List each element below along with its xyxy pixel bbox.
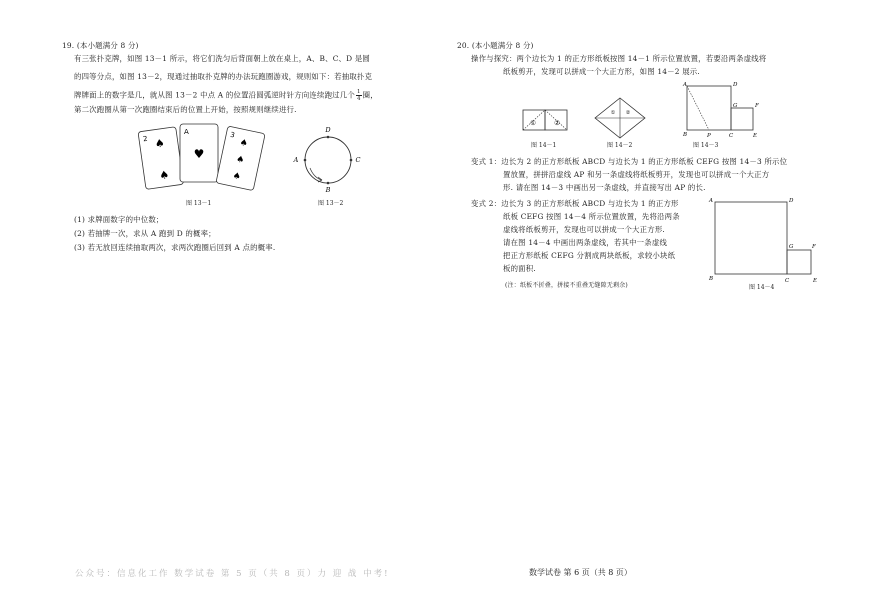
piece-2-label: ② (554, 119, 560, 127)
point-c-label: C (355, 156, 361, 164)
q20-intro-line-2: 纸板剪开，发现可以拼成一个大正方形，如图 14－2 展示. (503, 67, 700, 76)
card-3-rank: 3 (229, 130, 236, 140)
caption-14-3: 图 14－3 (693, 142, 719, 149)
caption-13-2: 图 13－2 (318, 200, 344, 207)
card-three-of-spades (216, 126, 265, 191)
q19-line-3 (74, 89, 378, 102)
card-1-rank: 2 (142, 134, 149, 144)
point-b-label: B (325, 186, 331, 194)
q19-number: 19. (62, 41, 75, 50)
figure-13-2-circle (293, 126, 361, 194)
label-g: G (789, 244, 794, 250)
q19-line-2: 的四等分点，如图 13－2，现通过抽取扑克牌的办法玩跑圈游戏，规则如下：若抽取扑克 (74, 72, 373, 81)
label-p: P (707, 133, 711, 139)
label-c: C (729, 133, 734, 139)
heart-icon: ♥ (193, 147, 205, 161)
spade-icon: ♠ (154, 136, 166, 151)
figure-13-1-cards (128, 122, 278, 197)
label-a: A (683, 82, 687, 88)
right-page (435, 0, 870, 615)
label-e: E (813, 278, 818, 284)
q19-question-2: (2) 若抽牌一次，求从 A 跑到 D 的概率； (74, 229, 216, 238)
fraction-numerator: 1 (356, 89, 361, 95)
label-f: F (755, 103, 759, 109)
q19-question-3: (3) 若无放回连续抽取两次，求两次跑圈后回到 A 点的概率. (74, 243, 276, 252)
variant-2-line-3: 虚线将纸板剪开，发现也可以拼成一个大正方形. (503, 225, 665, 234)
q20-intro-line-1: 操作与探究：两个边长为 1 的正方形纸板按图 14－1 所示位置放置，若要沿两条虚线将 (471, 54, 767, 63)
card-2-rank: A (184, 128, 189, 136)
q19-score: (本小题满分 8 分) (76, 41, 139, 50)
label-g: G (733, 103, 738, 109)
q19-question-1: (1) 求牌面数字的中位数； (74, 215, 164, 224)
spade-icon: ♠ (231, 171, 242, 183)
variant-2-line-6: 板的面积. (503, 264, 536, 273)
q19-line-4: 第二次跑圈从第一次跑圈结束后的位置上开始，按照规则继续进行. (74, 105, 297, 114)
q20-header (457, 40, 534, 52)
point-d-label: D (325, 126, 331, 134)
label-c: C (785, 278, 790, 284)
footer-page-number: 数学试卷 第 6 页（共 8 页） (529, 568, 632, 577)
caption-14-4: 图 14－4 (749, 284, 775, 291)
variant-2-line-2: 纸板 CEFG 按图 14－4 所示位置放置，先将沿两条 (503, 212, 680, 221)
card-ace-of-hearts (180, 124, 218, 182)
variant-2-note: (注：纸板不折叠，拼接不重叠无缝隙无剩余) (505, 282, 628, 289)
figure-14-3 (683, 82, 773, 142)
variant-2-line-4: 请在图 14－4 中画出两条虚线，若其中一条虚线 (503, 238, 668, 247)
figure-14-2 (595, 98, 645, 138)
label-b: B (709, 276, 714, 282)
q20-number: 20. (457, 41, 470, 50)
q19-line-3-tail: 圈， (362, 90, 378, 100)
piece-1-label: ① (530, 119, 536, 127)
variant-1-line-2: 置放置，拼拼沿虚线 AP 和另一条虚线将纸板剪开，发现也可以拼成一个大正方 (503, 170, 770, 179)
spade-icon: ♠ (235, 154, 246, 167)
card-two-of-spades (138, 127, 184, 190)
variant-1-line-3: 形. 请在图 14－3 中画出另一条虚线，并直接写出 AP 的长. (503, 183, 706, 192)
q19-line-3-text: 牌牌面上的数字是几，就从图 13－2 中点 A 的位置沿圆弧逆时针方向连续跑过几个 (74, 90, 355, 100)
q19-line-1: 有三张扑克牌，如图 13－1 所示，将它们洗匀后背面朝上放在桌上，A、B、C、D 是圆 (74, 54, 370, 63)
variant-2-line-5: 把正方形纸板 CEFG 分割成两块纸板，求较小块纸 (503, 251, 676, 260)
label-d: D (789, 198, 794, 204)
q20-score: (本小题满分 8 分) (471, 41, 534, 50)
figure-14-1 (523, 110, 583, 132)
q19-fraction (356, 89, 362, 102)
spade-icon: ♠ (238, 137, 249, 150)
point-a-label: A (293, 156, 299, 164)
caption-14-1: 图 14－1 (531, 142, 557, 149)
spade-icon: ♠ (158, 168, 171, 183)
variant-2-line-1: 变式 2：边长为 3 的正方形纸板 ABCD 与边长为 1 的正方形 (471, 199, 679, 208)
label-d: D (733, 82, 738, 88)
label-a: A (709, 198, 713, 204)
footer-watermark: 公众号：信息化工作 数学试卷 第 5 页（共 8 页）力 迎 战 中考! (75, 569, 390, 579)
label-b: B (683, 132, 688, 138)
fraction-denominator: 4 (356, 96, 361, 102)
label-e: E (753, 133, 758, 139)
figure-14-4 (709, 196, 829, 286)
piece-1-label: ① (610, 110, 616, 116)
variant-1-line-1: 变式 1：边长为 2 的正方形纸板 ABCD 与边长为 1 的正方形纸板 CEFG 按图 14－3 所示位 (471, 157, 788, 166)
q19-header (62, 40, 139, 52)
label-f: F (812, 244, 816, 250)
piece-2-label: ② (625, 110, 631, 116)
caption-14-2: 图 14－2 (607, 142, 633, 149)
caption-13-1: 图 13－1 (186, 200, 212, 207)
